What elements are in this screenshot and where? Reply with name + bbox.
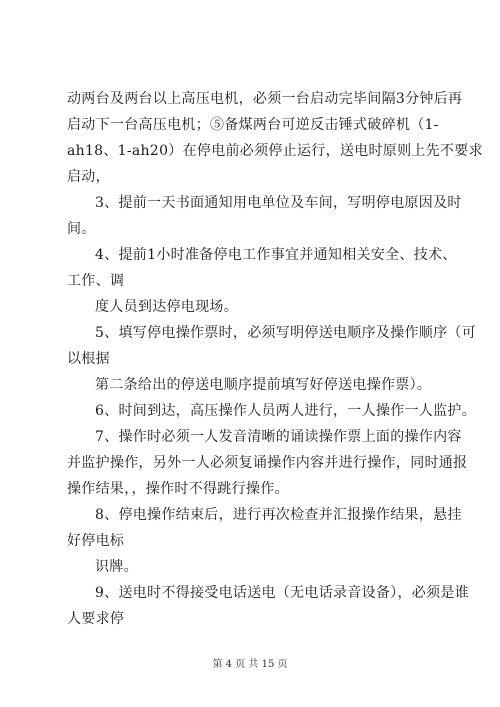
text-line: 启动，: [67, 169, 110, 185]
text-line: 4、提前1小时准备停电工作事宜并通知相关安全、技术、: [95, 247, 457, 263]
text-line: 人要求停: [67, 611, 125, 627]
text-line: 操作结果，，操作时不得跳行操作。: [67, 481, 289, 497]
text-line: 并监护操作，另外一人必须复诵操作内容并进行操作，同时通报: [67, 455, 468, 471]
text-line: 识牌。: [95, 559, 138, 575]
body-text: [67, 86, 483, 632]
text-line: 9、送电时不得接受电话送电（无电话录音设备），必须是谁: [95, 585, 470, 601]
text-line: 好停电标: [67, 533, 125, 549]
page-footer: 第 4 页 共 15 页: [212, 659, 288, 670]
text-line: 启动下一台高压电机；⑤备煤两台可逆反击锤式破碎机（1-: [67, 117, 439, 133]
text-line: 间。: [67, 221, 96, 237]
text-line: 度人员到达停电现场。: [95, 299, 238, 315]
text-line: 动两台及两台以上高压电机，必须一台启动完毕间隔3分钟后再: [67, 91, 463, 107]
text-line: 6、时间到达，高压操作人员两人进行，一人操作一人监护。: [95, 403, 477, 419]
text-line: 工作、调: [67, 273, 125, 289]
text-line: 7、操作时必须一人发音清晰的诵读操作票上面的操作内容: [95, 429, 462, 445]
text-line: 5、填写停电操作票时，必须写明停送电顺序及操作顺序（可: [95, 325, 477, 341]
text-line: 第二条给出的停送电顺序提前填写好停送电操作票）。: [95, 377, 432, 393]
text-line: 3、提前一天书面通知用电单位及车间，写明停电原因及时: [95, 195, 462, 211]
text-line: 以根据: [67, 351, 110, 367]
text-line: ah18、1-ah20）在停电前必须停止运行，送电时原则上先不要求: [67, 143, 483, 159]
text-line: 8、停电操作结束后，进行再次检查并汇报操作结果，悬挂: [95, 507, 462, 523]
